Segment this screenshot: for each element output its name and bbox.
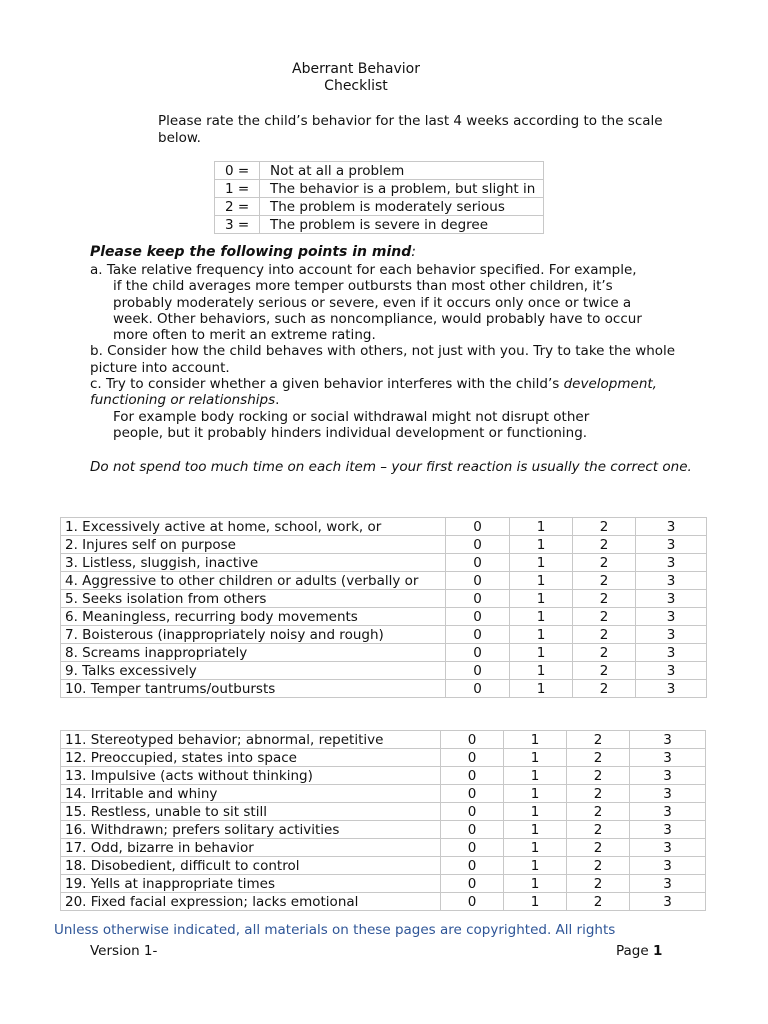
item-row [61,554,707,572]
rating-option-1[interactable]: 1 [510,626,573,644]
item-label: 4. Aggressive to other children or adults (verbally or [61,572,446,590]
rating-option-3[interactable]: 3 [636,536,707,554]
rating-scale-table [214,161,544,234]
item-label: 8. Screams inappropriately [61,644,446,662]
rating-option-0[interactable]: 0 [441,893,504,911]
scale-value: 3 = [215,216,260,234]
scale-description: The problem is severe in degree [260,216,544,234]
item-row [61,839,706,857]
scale-description: Not at all a problem [260,162,544,180]
item-row [61,821,706,839]
rating-option-1[interactable]: 1 [510,572,573,590]
rating-option-1[interactable]: 1 [510,644,573,662]
instructions [90,242,722,476]
item-label: 9. Talks excessively [61,662,446,680]
item-row [61,536,707,554]
rating-option-2[interactable]: 2 [573,644,636,662]
rating-option-0[interactable]: 0 [441,875,504,893]
item-row [61,857,706,875]
item-label: 1. Excessively active at home, school, work, or [61,518,446,536]
rating-option-2[interactable]: 2 [573,626,636,644]
point-c-example-2: people, but it probably hinders individual development or functioning. [113,424,588,441]
point-a-line-2: if the child averages more temper outbursts than most other children, it’s [113,278,613,295]
intro-text: Please rate the child’s behavior for the last 4 weeks according to the scale below. [158,113,663,146]
rating-option-0[interactable]: 0 [446,644,510,662]
point-a-line-5: more often to merit an extreme rating. [113,327,376,344]
rating-option-2[interactable]: 2 [573,680,636,698]
rating-option-3[interactable]: 3 [636,626,707,644]
item-row [61,626,707,644]
item-label: 2. Injures self on purpose [61,536,446,554]
rating-option-1[interactable]: 1 [504,803,567,821]
point-c: c. Try to consider whether a given behavior interferes with the child’s development, functioning or relationships. [90,376,657,409]
rating-option-1[interactable]: 1 [510,662,573,680]
scale-description: The problem is moderately serious [260,198,544,216]
document-title [0,61,712,95]
rating-option-2[interactable]: 2 [567,803,630,821]
item-row [61,572,707,590]
item-label: 19. Yells at inappropriate times [61,875,441,893]
rating-option-2[interactable]: 2 [567,839,630,857]
item-label: 15. Restless, unable to sit still [61,803,441,821]
point-b: b. Consider how the child behaves with others, not just with you. Try to take the whole picture into account. [90,343,676,376]
rating-option-1[interactable]: 1 [504,857,567,875]
rating-option-1[interactable]: 1 [504,767,567,785]
item-label: 6. Meaningless, recurring body movements [61,608,446,626]
rating-option-2[interactable]: 2 [573,518,636,536]
rating-option-2[interactable]: 2 [567,767,630,785]
item-label: 16. Withdrawn; prefers solitary activities [61,821,441,839]
rating-option-3[interactable]: 3 [636,662,707,680]
rating-option-3[interactable]: 3 [630,857,706,875]
scale-value: 2 = [215,198,260,216]
rating-option-3[interactable]: 3 [630,803,706,821]
item-row [61,893,706,911]
rating-option-3[interactable]: 3 [636,608,707,626]
items-table-2 [60,730,706,911]
rating-option-3[interactable]: 3 [630,821,706,839]
scale-value: 0 = [215,162,260,180]
rating-option-0[interactable]: 0 [441,839,504,857]
rating-option-2[interactable]: 2 [567,875,630,893]
item-row [61,803,706,821]
rating-option-3[interactable]: 3 [636,680,707,698]
rating-option-0[interactable]: 0 [446,626,510,644]
rating-option-2[interactable]: 2 [567,893,630,911]
item-row [61,731,706,749]
item-row [61,608,707,626]
rating-option-0[interactable]: 0 [446,680,510,698]
rating-option-2[interactable]: 2 [573,536,636,554]
rating-option-2[interactable]: 2 [567,731,630,749]
items-table-1 [60,517,707,698]
item-label: 7. Boisterous (inappropriately noisy and rough) [61,626,446,644]
rating-option-0[interactable]: 0 [441,731,504,749]
rating-option-0[interactable]: 0 [441,749,504,767]
rating-option-3[interactable]: 3 [636,572,707,590]
rating-option-2[interactable]: 2 [573,662,636,680]
scale-row [215,180,544,198]
item-label: 5. Seeks isolation from others [61,590,446,608]
rating-option-2[interactable]: 2 [567,857,630,875]
rating-option-1[interactable]: 1 [510,518,573,536]
rating-option-3[interactable]: 3 [630,839,706,857]
point-c-example-1: For example body rocking or social withdrawal might not disrupt other [113,408,590,425]
rating-option-2[interactable]: 2 [573,572,636,590]
rating-option-1[interactable]: 1 [504,821,567,839]
item-row [61,785,706,803]
rating-option-3[interactable]: 3 [630,875,706,893]
instructions-heading: Please keep the following points in mind: [90,244,416,260]
item-row [61,749,706,767]
rating-option-3[interactable]: 3 [636,518,707,536]
copyright-notice: Unless otherwise indicated, all materials on these pages are copyrighted. All rights [54,922,616,938]
item-label: 14. Irritable and whiny [61,785,441,803]
rating-option-2[interactable]: 2 [567,821,630,839]
item-label: 17. Odd, bizarre in behavior [61,839,441,857]
item-label: 3. Listless, sluggish, inactive [61,554,446,572]
item-row [61,518,707,536]
rating-option-0[interactable]: 0 [446,662,510,680]
rating-option-3[interactable]: 3 [630,749,706,767]
time-note: Do not spend too much time on each item – your first reaction is usually the correct one. [90,459,692,476]
version-label: Version 1- [90,943,158,959]
rating-option-2[interactable]: 2 [567,785,630,803]
item-label: 13. Impulsive (acts without thinking) [61,767,441,785]
rating-option-1[interactable]: 1 [510,680,573,698]
rating-option-1[interactable]: 1 [504,749,567,767]
rating-option-1[interactable]: 1 [504,785,567,803]
rating-option-1[interactable]: 1 [510,554,573,572]
rating-option-1[interactable]: 1 [510,536,573,554]
rating-option-0[interactable]: 0 [441,857,504,875]
point-a: a. Take relative frequency into account for each behavior specified. For example, [90,262,637,278]
rating-option-3[interactable]: 3 [630,767,706,785]
rating-option-0[interactable]: 0 [441,785,504,803]
title-line-1: Aberrant Behavior [292,61,420,77]
item-label: 12. Preoccupied, states into space [61,749,441,767]
scale-row [215,216,544,234]
item-label: 20. Fixed facial expression; lacks emotional [61,893,441,911]
scale-value: 1 = [215,180,260,198]
rating-option-3[interactable]: 3 [636,554,707,572]
rating-option-0[interactable]: 0 [446,536,510,554]
rating-option-2[interactable]: 2 [573,608,636,626]
rating-option-1[interactable]: 1 [504,839,567,857]
rating-option-3[interactable]: 3 [636,590,707,608]
rating-option-0[interactable]: 0 [446,608,510,626]
rating-option-3[interactable]: 3 [636,644,707,662]
item-label: 10. Temper tantrums/outbursts [61,680,446,698]
rating-option-2[interactable]: 2 [567,749,630,767]
rating-option-1[interactable]: 1 [504,731,567,749]
item-row [61,590,707,608]
scale-description: The behavior is a problem, but slight in [260,180,544,198]
rating-option-0[interactable]: 0 [446,590,510,608]
item-row [61,662,707,680]
rating-option-0[interactable]: 0 [446,572,510,590]
rating-option-1[interactable]: 1 [510,590,573,608]
item-row [61,875,706,893]
item-label: 11. Stereotyped behavior; abnormal, repetitive [61,731,441,749]
item-row [61,767,706,785]
item-row [61,680,707,698]
rating-option-3[interactable]: 3 [630,785,706,803]
rating-option-1[interactable]: 1 [504,875,567,893]
page-number: Page 1 [616,943,663,959]
rating-option-0[interactable]: 0 [441,803,504,821]
rating-option-3[interactable]: 3 [630,893,706,911]
point-a-line-4: week. Other behaviors, such as noncompliance, would probably have to occur [113,310,642,327]
rating-option-0[interactable]: 0 [446,554,510,572]
scale-row [215,198,544,216]
title-line-2: Checklist [324,78,388,94]
item-label: 18. Disobedient, difficult to control [61,857,441,875]
rating-option-1[interactable]: 1 [510,608,573,626]
item-row [61,644,707,662]
point-a-line-3: probably moderately serious or severe, even if it occurs only once or twice a [113,294,632,311]
rating-option-0[interactable]: 0 [446,518,510,536]
scale-row [215,162,544,180]
rating-option-2[interactable]: 2 [573,554,636,572]
rating-option-1[interactable]: 1 [504,893,567,911]
rating-option-0[interactable]: 0 [441,821,504,839]
rating-option-3[interactable]: 3 [630,731,706,749]
rating-option-0[interactable]: 0 [441,767,504,785]
rating-option-2[interactable]: 2 [573,590,636,608]
